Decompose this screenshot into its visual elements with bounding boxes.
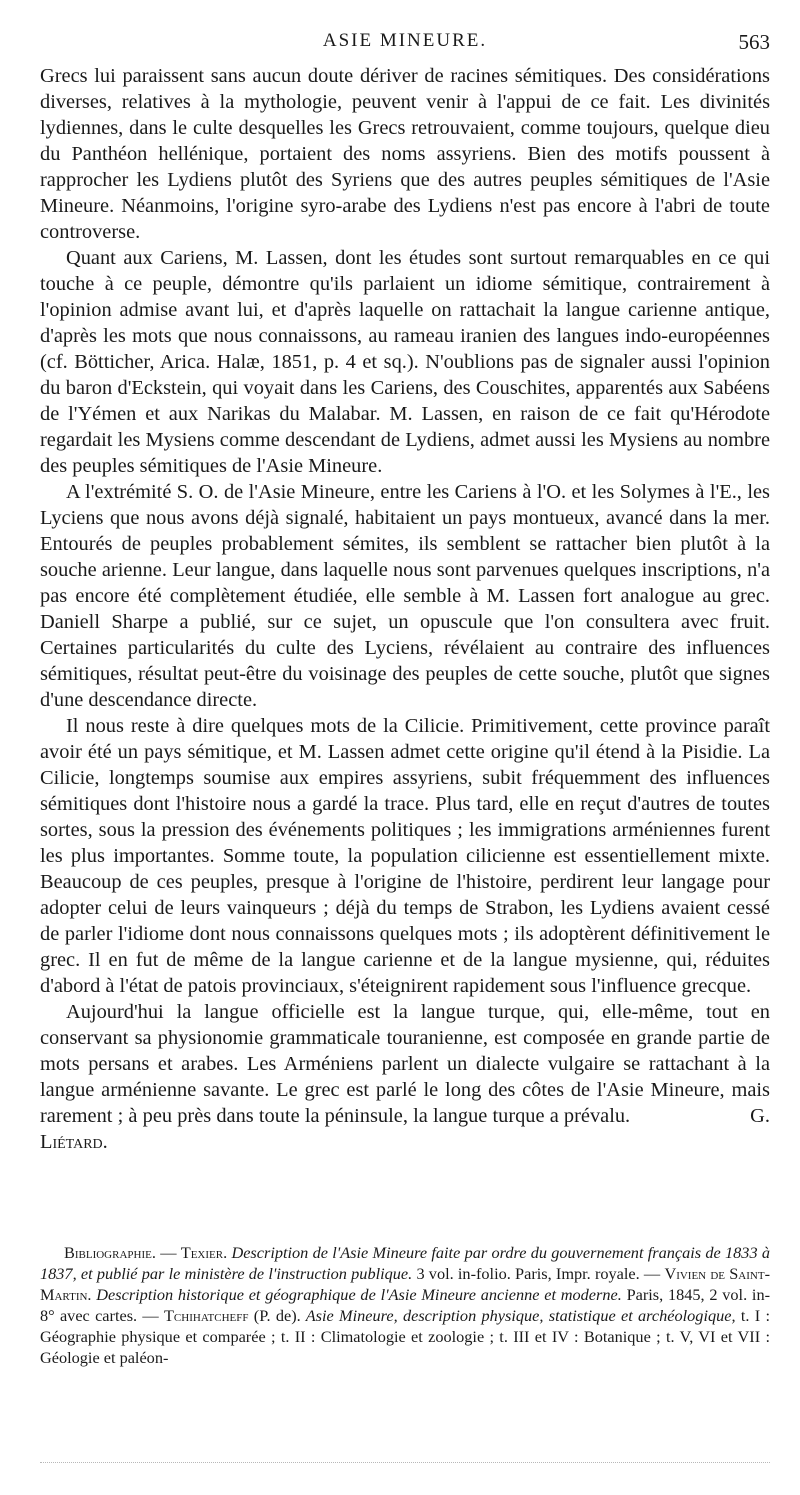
paragraph-cariens: Quant aux Cariens, M. Lassen, dont les études sont surtout remarquables en ce qui touche à ce peuple, démontre qu'ils parlaient un idiome sémitique, contrairement à l'opinion admise avant lui, et d'après laquelle on rattachait la langue carienne antique, d'après les mots que nous connaissons, au rameau iranien des langues indo-européennes (cf. Bötticher, Arica. Halæ, 1851, p. 4 et sq.). N'oublions pas de signaler aussi l'opinion du baron d'Eckstein, qui voyait dans les Cariens, des Couschites, apparentés aux Sabéens de l'Yémen et aux Narikas du Malabar. M. Lassen, en raison de ce fait qu'Hérodote regardait les Mysiens comme descendant de Lydiens, admet aussi les Mysiens au nombre des peuples sémitiques de l'Asie Mineure. [40,247,770,477]
bibliography-initials-tchihatcheff: (P. de). [248,1306,301,1325]
footer-rule [40,1462,770,1463]
paragraph-cilicie: Il nous reste à dire quelques mots de la Cilicie. Primitivement, cette province paraît avoir été un pays sémitique, et M. Lassen admet cette origine qu'il étend à la Pisidie. La Cilicie, longtemps soumise aux empires assyriens, subit fréquemment des influences sémitiques dont l'histoire nous a gardé la trace. Plus tard, elle en reçut d'autres de toutes sortes, sous la pression des événements politiques ; les immigrations arméniennes furent les plus importantes. Somme toute, la population cilicienne est essentiellement mixte. Beaucoup de ces peuples, presque à l'origine de l'histoire, perdirent leur langage pour adopter celui de leurs vainqueurs ; déjà du temps de Strabon, les Lydiens avaient cessé de parler l'idiome dont nous connaissons quelques mots ; ils adoptèrent définitivement le grec. Il en fut de même de la langue carienne et de la langue mysienne, qui, réduites d'abord à l'état de patois provinciaux, s'éteignirent rapidement sous l'influence grecque. [40,715,770,997]
bibliography-title-tchihatcheff: Asie Mineure, description physique, statistique et archéologique, [300,1306,736,1325]
bibliography [40,1242,770,1368]
bibliography-dash: — [155,1243,181,1262]
paragraph-lydiens: Grecs lui paraissent sans aucun doute dériver de racines sémitiques. Des considérations diverses, relatives à la mythologie, peuvent venir à l'appui de ce fait. Les divinités lydiennes, dans le culte desquelles les Grecs retrouvaient, comme toujours, quelque dieu du Panthéon hellénique, portaient des noms assyriens. Bien des motifs poussent à rapprocher les Lydiens plutôt des Syriens que des autres peuples sémitiques de l'Asie Mineure. Néanmoins, l'origine syro-arabe des Lydiens n'est pas encore à l'abri de toute controverse. [40,65,770,243]
author-signature: G. Liétard. [40,1105,770,1153]
bibliography-label: Bibliographie. [64,1243,156,1262]
bibliography-author-vivien: Vivien de Saint-Martin. [40,1264,770,1304]
bibliography-paragraph [40,1242,770,1368]
bibliography-author-texier: Texier. [180,1243,228,1262]
bibliography-details-texier: 3 vol. in-folio. Paris, Impr. royale. — [412,1264,665,1283]
page-number: 563 [738,30,770,54]
body-text [40,63,770,1155]
bibliography-details-tchihatcheff: t. I : Géographie physique et comparée ; t. II : Climatologie et zoologie ; t. III et IV : Botanique ; t. V, VI et VII : Géologie et paléon- [40,1306,770,1367]
bibliography-author-tchihatcheff: Tchihatcheff [163,1306,249,1325]
paragraph-lyciens: A l'extrémité S. O. de l'Asie Mineure, entre les Cariens à l'O. et les Solymes à l'E., les Lyciens que nous avons déjà signalé, habitaient un pays montueux, avancé dans la mer. Entourés de peuples probablement sémites, ils semblent se rattacher bien plutôt à la souche arienne. Leur langue, dans laquelle nous sont parvenues quelques inscriptions, n'a pas encore été complètement étudiée, elle semble à M. Lassen fort analogue au grec. Daniell Sharpe a publié, sur ce sujet, un opuscule que l'on consultera avec fruit. Certaines particularités du culte des Lyciens, révélaient au contraire des influences sémitiques, résultat peut-être du voisinage des peuples de cette souche, plutôt que signes d'une descendance directe. [40,481,770,711]
running-title: ASIE MINEURE. [322,30,488,51]
bibliography-title-vivien: Description historique et géographique de l'Asie Mineure ancienne et moderne. [91,1285,622,1304]
bibliography-details-vivien: Paris, 1845, 2 vol. in-8° avec cartes. — [40,1285,771,1325]
paragraph-langue-turque [40,999,770,1155]
bibliography-title-texier: Description de l'Asie Mineure faite par ordre du gouvernement français de 1833 à 1837, et publié par le ministère de l'instruction publique. [40,1243,770,1283]
paragraph-langue-turque-text: Aujourd'hui la langue officielle est la langue turque, qui, elle-même, tout en conservant sa physionomie grammaticale touranienne, est composée en grande partie de mots persans et arabes. Les Arméniens parlent un dialecte vulgaire se rattachant à la langue arménienne savante. Le grec est parlé le long des côtes de l'Asie Mineure, mais rarement ; à peu près dans toute la péninsule, la langue turque a prévalu. [40,1001,770,1127]
running-header [40,30,770,60]
